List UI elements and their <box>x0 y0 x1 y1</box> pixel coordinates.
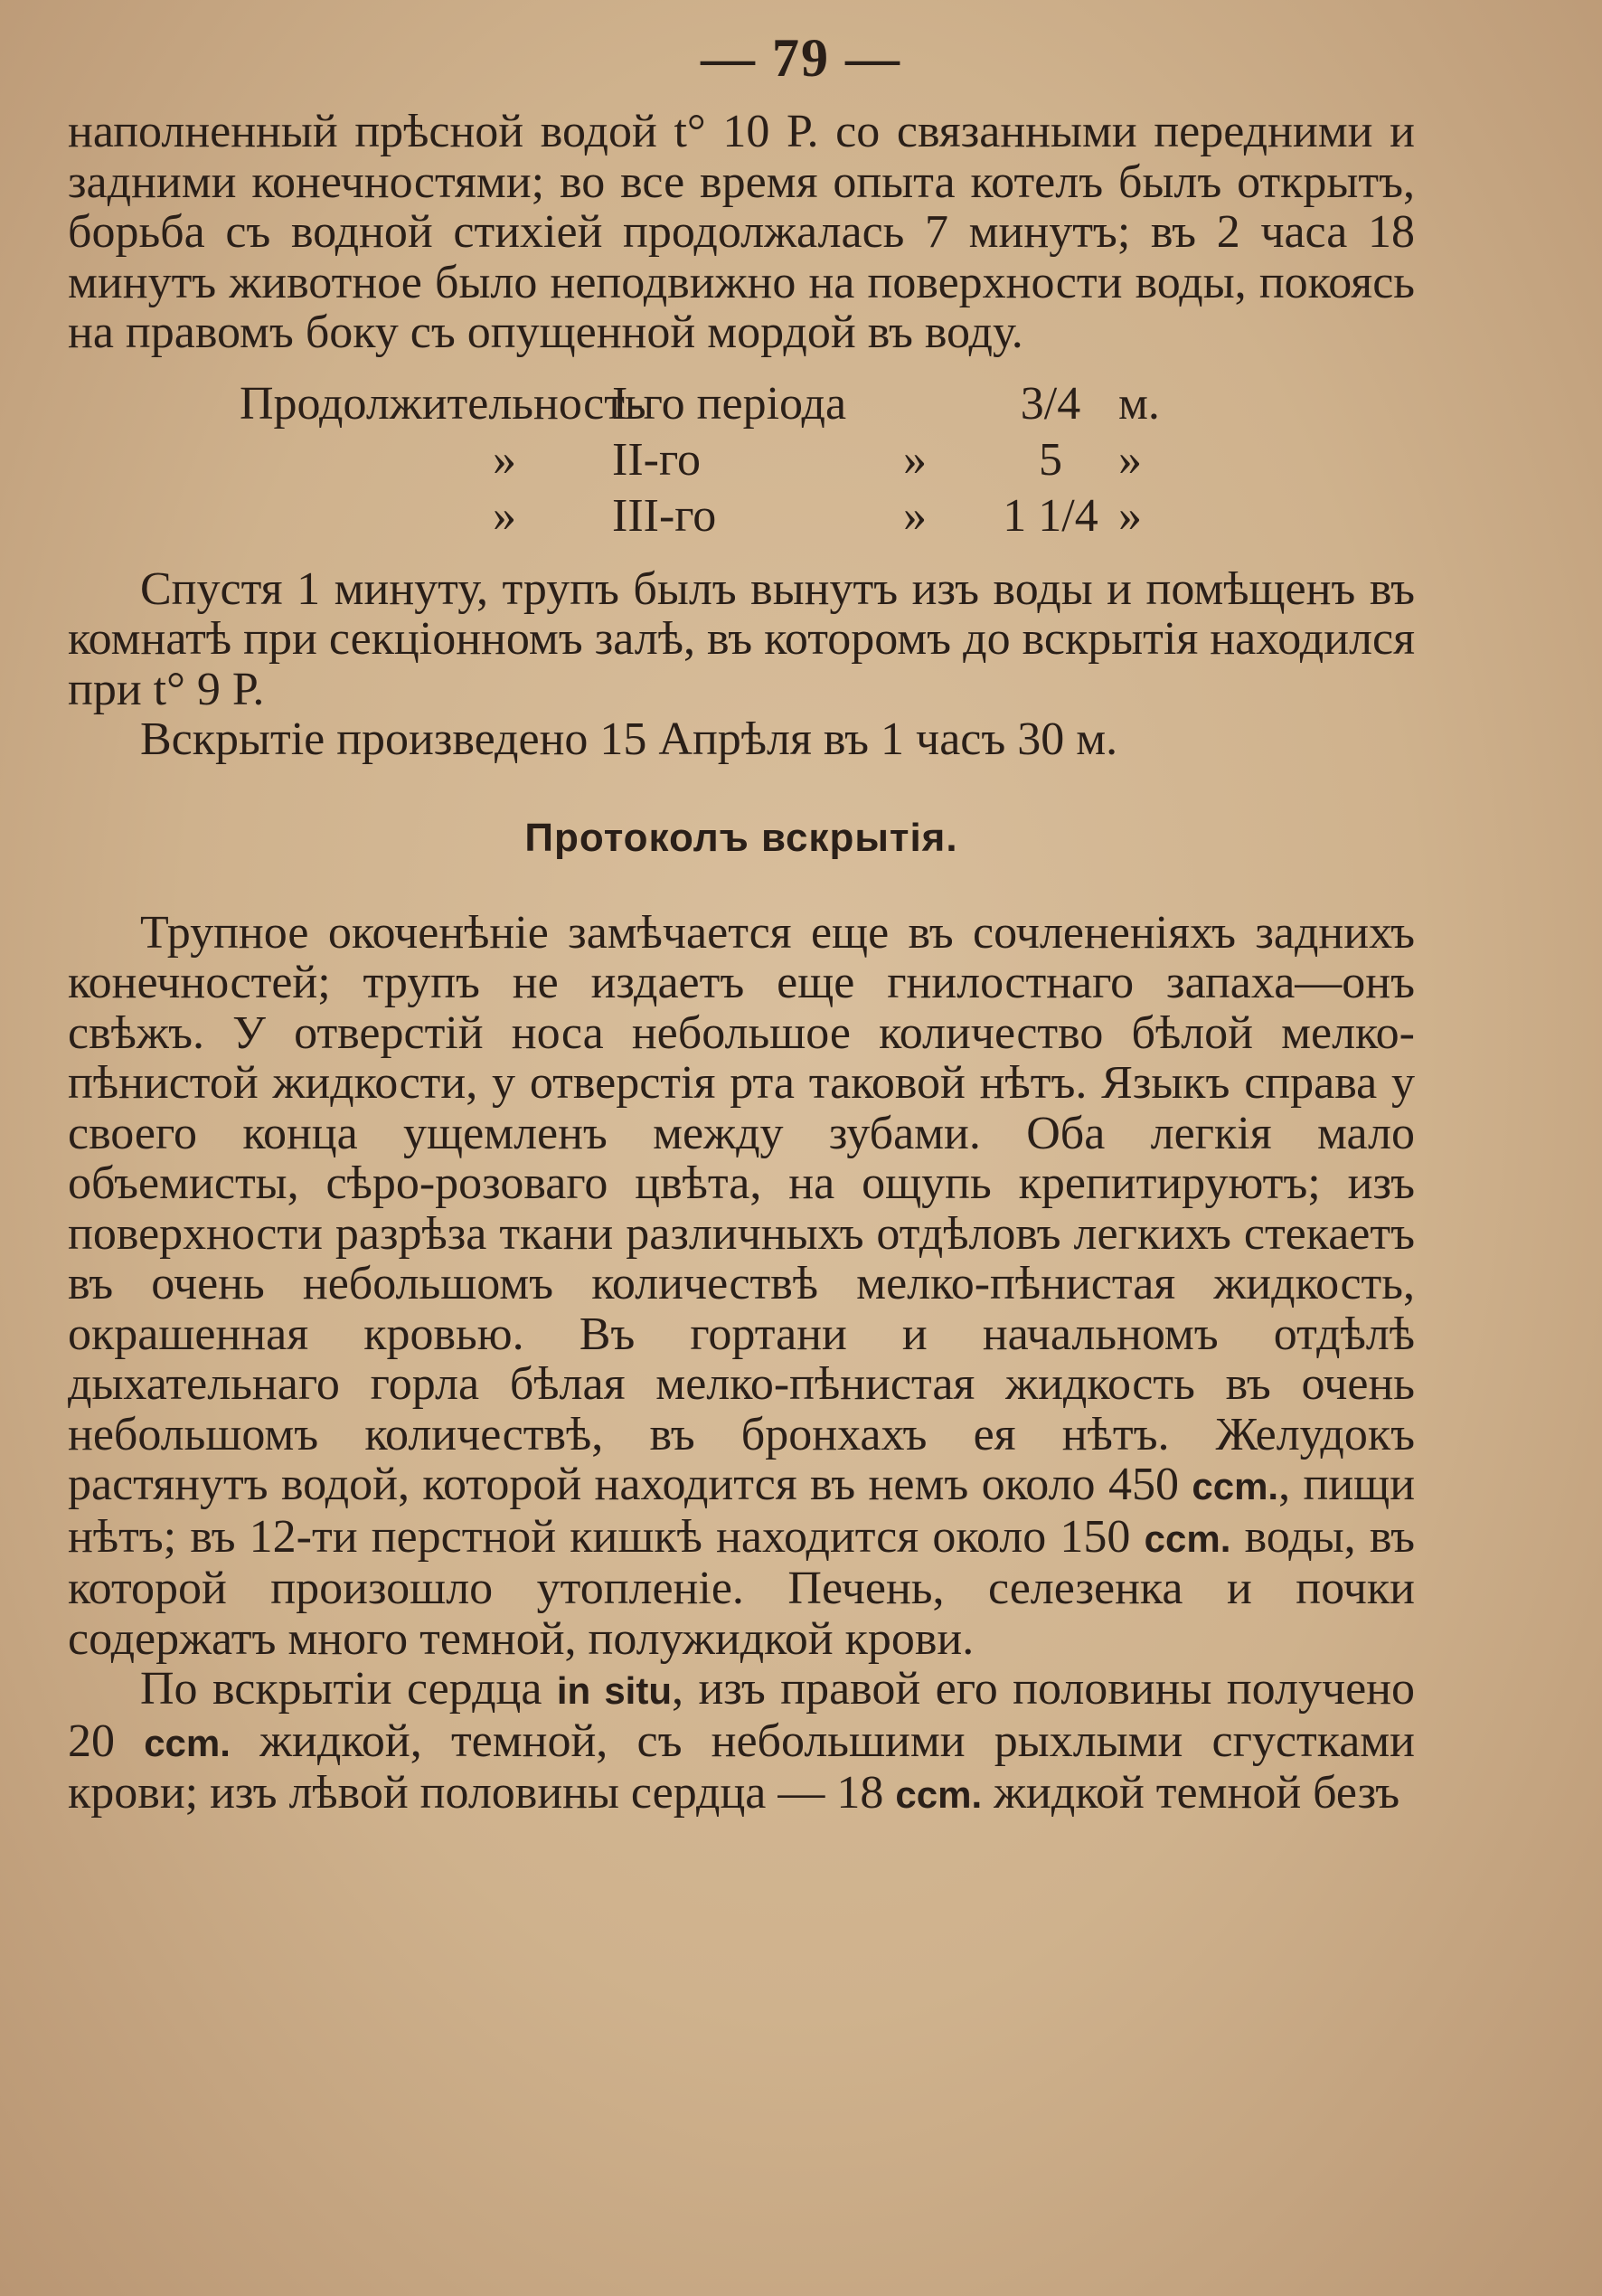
page-body <box>68 107 1415 1820</box>
duration-period: I-го періода <box>612 377 847 430</box>
findings-text-c: воды, въ которой произошло утопленіе. Печень, селезенка и почки содержатъ много темной, полужидкой крови. <box>68 1510 1415 1665</box>
duration-period: II-го <box>612 433 701 486</box>
latin-in-situ: in situ <box>556 1669 672 1712</box>
duration-unit: » <box>1118 489 1142 542</box>
duration-value: 3/4 <box>1020 377 1081 430</box>
duration-ditto: » <box>903 489 927 542</box>
duration-row-2 <box>68 432 1415 488</box>
paragraph-autopsy-date: Вскрытіе произведено 15 Апрѣля въ 1 часъ 30 м. <box>140 713 1118 765</box>
heart-text-d: жидкой темной безъ <box>982 1767 1400 1819</box>
duration-unit: » <box>1118 433 1142 486</box>
duration-label: » <box>493 433 516 486</box>
section-title: Протоколъ вскрытія. <box>524 815 958 860</box>
unit-ccm: ccm. <box>895 1773 983 1816</box>
duration-row-3 <box>68 488 1415 544</box>
duration-label: » <box>493 489 516 542</box>
heart-text-b: , изъ правой его половины получено 20 <box>68 1663 1416 1767</box>
heart-text-c: жидкой, темной, съ небольшими рыхлыми сгустками крови; изъ лѣвой половины сердца — 18 <box>68 1715 1416 1819</box>
paragraph-experiment: наполненный прѣсной водой t° 10 Р. со связанными передними и задними конечностями; во все время опыта котелъ былъ открытъ, борьба съ водной стихіей продолжалась 7 минутъ; въ 2 часа 18 минутъ животное было неподвижно на поверхности воды, покоясь на правомъ боку съ опущенной мордой въ воду. <box>68 106 1415 358</box>
unit-ccm: ccm. <box>144 1721 231 1764</box>
unit-ccm: ccm. <box>1192 1465 1279 1507</box>
unit-ccm: ccm. <box>1144 1516 1231 1560</box>
duration-unit: м. <box>1118 377 1160 430</box>
findings-text-b: , пищи нѣтъ; въ 12-ти перстной кишкѣ находится около 150 <box>68 1459 1416 1563</box>
duration-ditto: » <box>903 433 927 486</box>
duration-period: III-го <box>612 489 717 542</box>
paragraph-autopsy-findings <box>68 908 1415 1665</box>
paragraph-heart <box>68 1664 1415 1820</box>
duration-ditto <box>847 376 983 432</box>
duration-label: Продолжительность <box>240 377 646 430</box>
duration-row-1 <box>68 376 1415 432</box>
paragraph-corpse-removed: Спустя 1 минуту, трупъ былъ вынутъ изъ воды и помѣщенъ въ комнатѣ при секціонномъ залѣ, въ которомъ до вскрытія находился при t° 9 Р. <box>68 562 1415 715</box>
heart-text-a: По вскрытіи сердца <box>140 1663 542 1715</box>
duration-value: 1 1/4 <box>1003 489 1098 542</box>
durations-table <box>68 376 1415 544</box>
page-number: — 79 — <box>701 28 901 88</box>
duration-value: 5 <box>1039 433 1062 486</box>
findings-text-a: Трупное окоченѣніе замѣчается еще въ сочлененіяхъ заднихъ конечностей; трупъ не издаетъ еще гнилостнаго запаха—онъ свѣжъ. У отверстій носа небольшое количество бѣлой мелко-пѣнистой жидкости, у отверстія рта таковой нѣтъ. Языкъ справа у своего конца ущемленъ между зубами. Оба легкія мало объемисты, сѣро-розоваго цвѣта, на ощупь крепитируютъ; изъ поверхности разрѣза ткани различныхъ отдѣловъ легкихъ стекаетъ въ очень небольшомъ количествѣ мелко-пѣнистая жидкость, окрашенная кровью. Въ гортани и начальномъ отдѣлѣ дыхательнаго горла бѣлая мелко-пѣнистая жидкость въ очень небольшомъ количествѣ, въ бронхахъ ея нѣтъ. Желудокъ растянутъ водой, которой находится въ немъ около 450 <box>68 906 1415 1510</box>
